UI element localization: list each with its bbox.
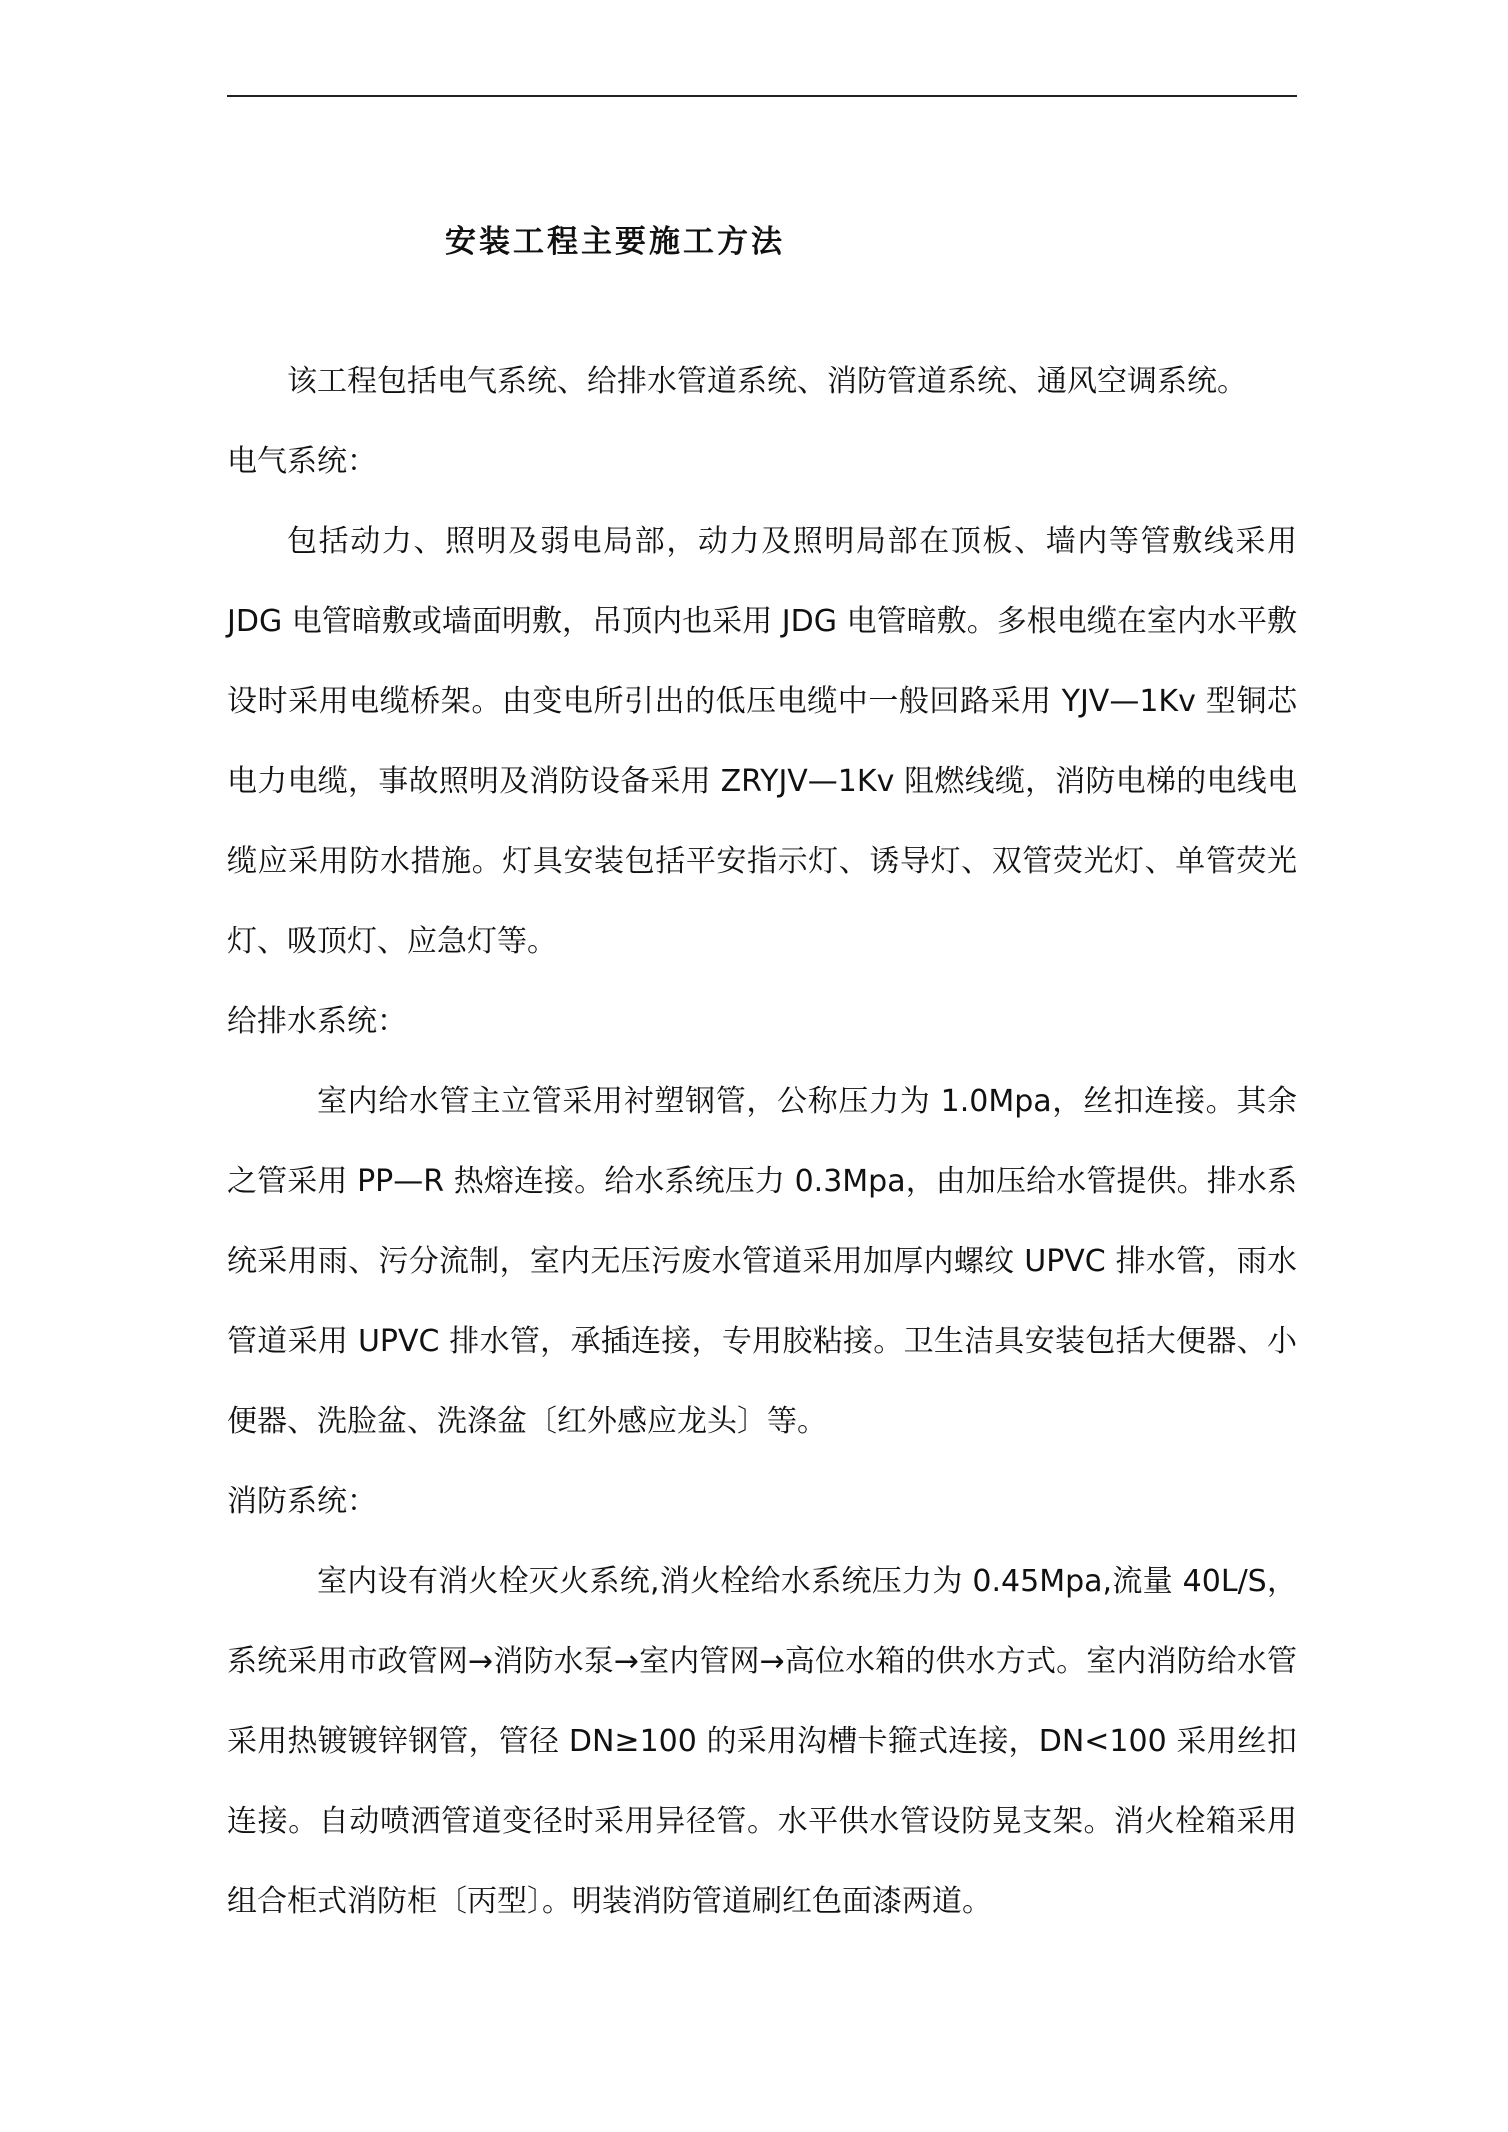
- section-body-electrical: 包括动力、照明及弱电局部，动力及照明局部在顶板、墙内等管敷线采用 JDG 电管暗敷或墙面明敷，吊顶内也采用 JDG 电管暗敷。多根电缆在室内水平敷设时采用电缆桥架。由变电所引出的低压电缆中一般回路采用 YJV—1Kv 型铜芯电力电缆，事故照明及消防设备采用 ZRYJV—1Kv 阻燃线缆，消防电梯的电线电缆应采用防水措施。灯具安装包括平安指示灯、诱导灯、双管荧光灯、单管荧光灯、吸顶灯、应急灯等。: [227, 524, 1297, 959]
- section-heading-fire: 消防系统：: [227, 1484, 377, 1519]
- section-body-water: 室内给水管主立管采用衬塑钢管，公称压力为 1.0Mpa，丝扣连接。其余之管采用 PP—R 热熔连接。给水系统压力 0.3Mpa，由加压给水管提供。排水系统采用雨、污分流制，室内无压污废水管道采用加厚内螺纹 UPVC 排水管，雨水管道采用 UPVC 排水管，承插连接，专用胶粘接。卫生洁具安装包括大便器、小便器、洗脸盆、洗涤盆〔红外感应龙头〕等。: [227, 1084, 1297, 1439]
- intro-paragraph: 该工程包括电气系统、给排水管道系统、消防管道系统、通风空调系统。: [287, 364, 1247, 399]
- section-body-fire: 室内设有消火栓灭火系统,消火栓给水系统压力为 0.45Mpa,流量 40L/S，系统采用市政管网→消防水泵→室内管网→高位水箱的供水方式。室内消防给水管采用热镀镀锌钢管，管径 DN≥100 的采用沟槽卡箍式连接，DN<100 采用丝扣连接。自动喷洒管道变径时采用异径管。水平供水管设防晃支架。消火栓箱采用组合柜式消防柜〔丙型〕。明装消防管道刷红色面漆两道。: [227, 1564, 1297, 1919]
- header-rule: [227, 95, 1297, 97]
- section-heading-water: 给排水系统：: [227, 1004, 407, 1039]
- section-heading-electrical: 电气系统：: [227, 444, 377, 479]
- document-body: [227, 342, 1297, 1942]
- document-title: 安装工程主要施工方法: [445, 224, 785, 260]
